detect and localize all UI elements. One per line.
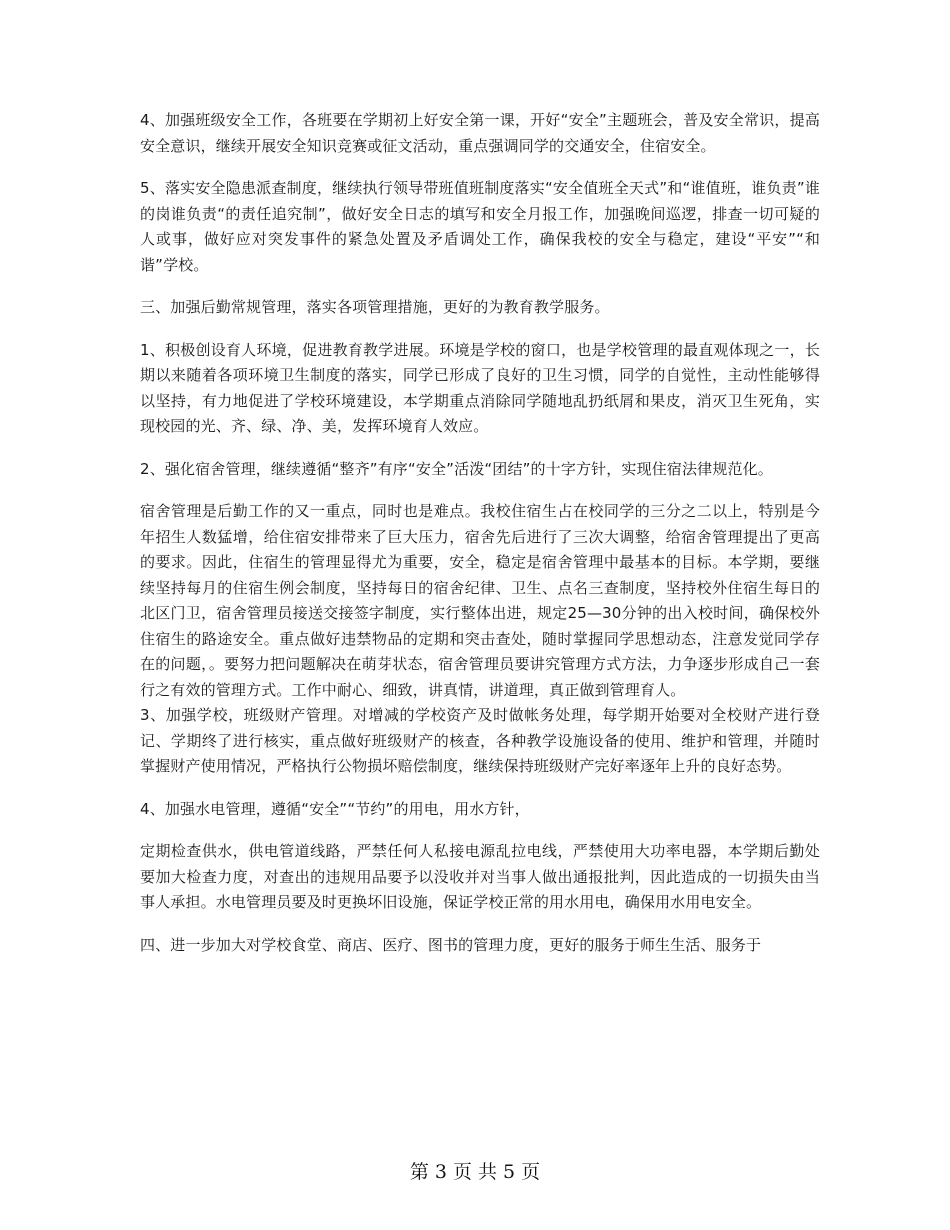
paragraph-utilities-inspection: 定期检查供水，供电管道线路，严禁任何人私接电源乱拉电线，严禁使用大功率电器，本学期后勤处要加大检查力度，对查出的违规用品要予以没收并对当事人做出通报批判，因此造成的一切损失由当事人承担。水电管理员要及时更换坏旧设施，保证学校正常的用水用电，确保用水用电安全。	[140, 842, 820, 911]
paragraph-dormitory-heading: 2、强化宿舍管理，继续遵循“整齐”有序“安全”活泼“团结”的十字方针，实现住宿法律规范化。	[140, 459, 773, 478]
paragraph-gap	[140, 916, 820, 933]
paragraph-utilities-heading: 4、加强水电管理，遵循“安全”“节约”的用电，用水方针，	[140, 799, 530, 818]
paragraph-class-safety: 4、加强班级安全工作，各班要在学期初上好安全第一课，开好“安全”主题班会，普及安全常识，提高安全意识，继续开展安全知识竞赛或征文活动，重点强调同学的交通安全，住宿安全。	[140, 111, 820, 155]
paragraph-hazard-inspection: 5、落实安全隐患派查制度，继续执行领导带班值班制度落实“安全值班全天式”和“谁值班，谁负责”谁的岗谁负责“的责任追究制”，做好安全日志的填写和安全月报工作，加强晚间巡逻，排查一切可疑的人或事，做好应对突发事件的紧急处置及矛盾调处工作，确保我校的安全与稳定，建设“平安”“和谐”学校。	[140, 179, 820, 274]
paragraph-gap	[140, 440, 820, 457]
paragraph-gap	[140, 159, 820, 176]
paragraph-environment: 1、积极创设育人环境，促进教育教学进展。环境是学校的窗口，也是学校管理的最直观体现之一，长期以来随着各项环境卫生制度的落实，同学已形成了良好的卫生习惯，同学的自觉性，主动性能够得以坚持，有力地促进了学校环境建设，本学期重点消除同学随地乱扔纸屑和果皮，消灭卫生死角，实现校园的光、齐、绿、净、美，发挥环境育人效应。	[140, 340, 820, 435]
paragraph-gap	[140, 780, 820, 797]
paragraph-property-management: 3、加强学校，班级财产管理。对增减的学校资产及时做帐务处理，每学期开始要对全校财产进行登记、学期终了进行核实，重点做好班级财产的核查，各种教学设施设备的使用、维护和管理，并随时掌握财产使用情况，严格执行公物损坏赔偿制度，继续保持班级财产完好率逐年上升的良好态势。	[140, 706, 820, 775]
paragraph-gap	[140, 321, 820, 338]
paragraph-dormitory-management: 宿舍管理是后勤工作的又一重点，同时也是难点。我校住宿生占在校同学的三分之二以上，特别是今年招生人数猛增，给住宿安排带来了巨大压力，宿舍先后进行了三次大调整，给宿舍管理提出了更高的要求。因此，住宿生的管理显得尤为重要，安全，稳定是宿舍管理中最基本的目标。本学期，要继续坚持每月的住宿生例会制度，坚持每日的宿舍纪律、卫生、点名三查制度，坚持校外住宿生每日的北区门卫，宿舍管理员接送交接签字制度，实行整体出进，规定25—30分钟的出入校时间，确保校外住宿生的路途安全。重点做好违禁物品的定期和突击查处，随时掌握同学思想动态，注意发觉同学存在的问题，。要努力把问题解决在萌芽状态，宿舍管理员要讲究管理方式方法，力争逐步形成自己一套行之有效的管理方式。工作中耐心、细致，讲真情，讲道理，真正做到管理育人。	[140, 502, 820, 699]
page-number-footer: 第 3 页 共 5 页	[409, 1161, 541, 1183]
paragraph-gap	[140, 482, 820, 499]
document-body	[140, 108, 820, 958]
section-heading-logistics: 三、加强后勤常规管理，落实各项管理措施，更好的为教育教学服务。	[140, 298, 610, 316]
paragraph-gap	[140, 278, 820, 295]
paragraph-gap	[140, 822, 820, 839]
section-heading-canteen: 四、进一步加大对学校食堂、商店、医疗、图书的管理力度，更好的服务于师生生活、服务于	[140, 935, 762, 954]
